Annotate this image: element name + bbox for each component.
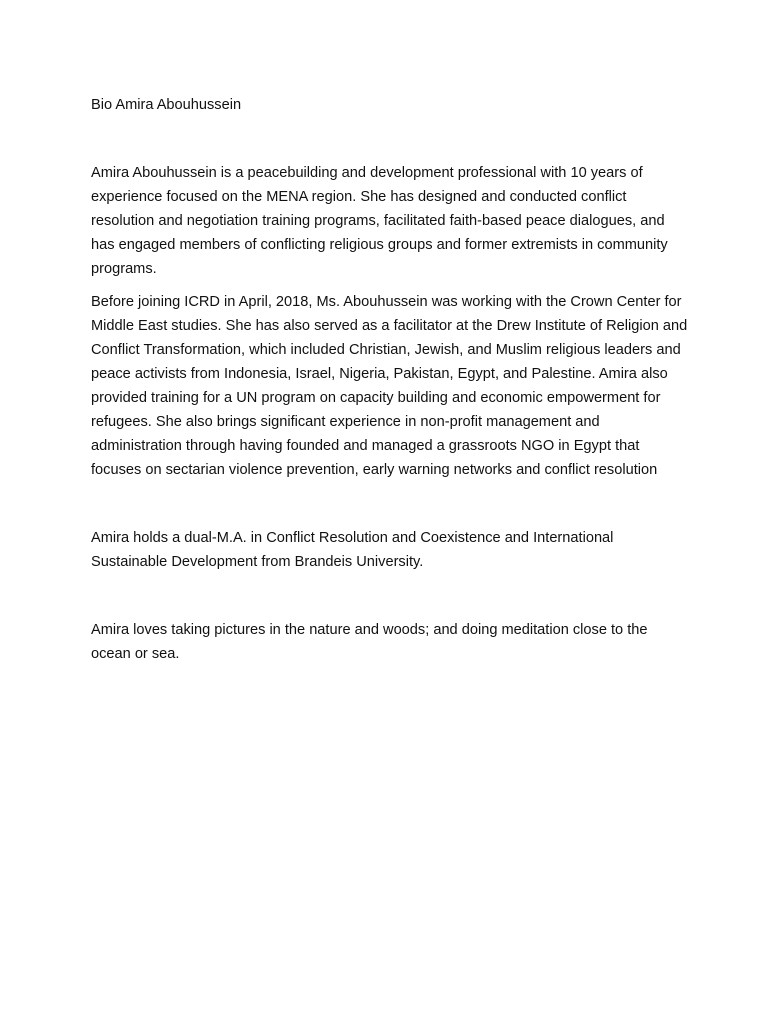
bio-paragraph-experience: Before joining ICRD in April, 2018, Ms. Abouhussein was working with the Crown Center for Middle East studies. She has also served as a facilitator at the Drew Institute of Religion and Conflict Transformation, which included Christian, Jewish, and Muslim religious leaders and peace activists from Indonesia, Israel, Nigeria, Pakistan, Egypt, and Palestine. Amira also provided training for a UN program on capacity building and economic empowerment for refugees. She also brings significant experience in non-profit management and administration through having founded and managed a grassroots NGO in Egypt that focuses on sectarian violence prevention, early warning networks and conflict resolution bbox=[91, 294, 688, 478]
bio-paragraph-education: Amira holds a dual-M.A. in Conflict Resolution and Coexistence and International Sustainable Development from Brandeis University. bbox=[91, 530, 614, 570]
bio-paragraph-intro: Amira Abouhussein is a peacebuilding and development professional with 10 years of experience focused on the MENA region. She has designed and conducted conflict resolution and negotiation training programs, facilitated faith-based peace dialogues, and has engaged members of conflicting religious groups and former extremists in community programs. bbox=[91, 165, 668, 277]
document-title: Bio Amira Abouhussein bbox=[91, 97, 242, 113]
document-body bbox=[91, 93, 691, 666]
bio-paragraph-personal: Amira loves taking pictures in the nature and woods; and doing meditation close to the ocean or sea. bbox=[91, 622, 648, 662]
